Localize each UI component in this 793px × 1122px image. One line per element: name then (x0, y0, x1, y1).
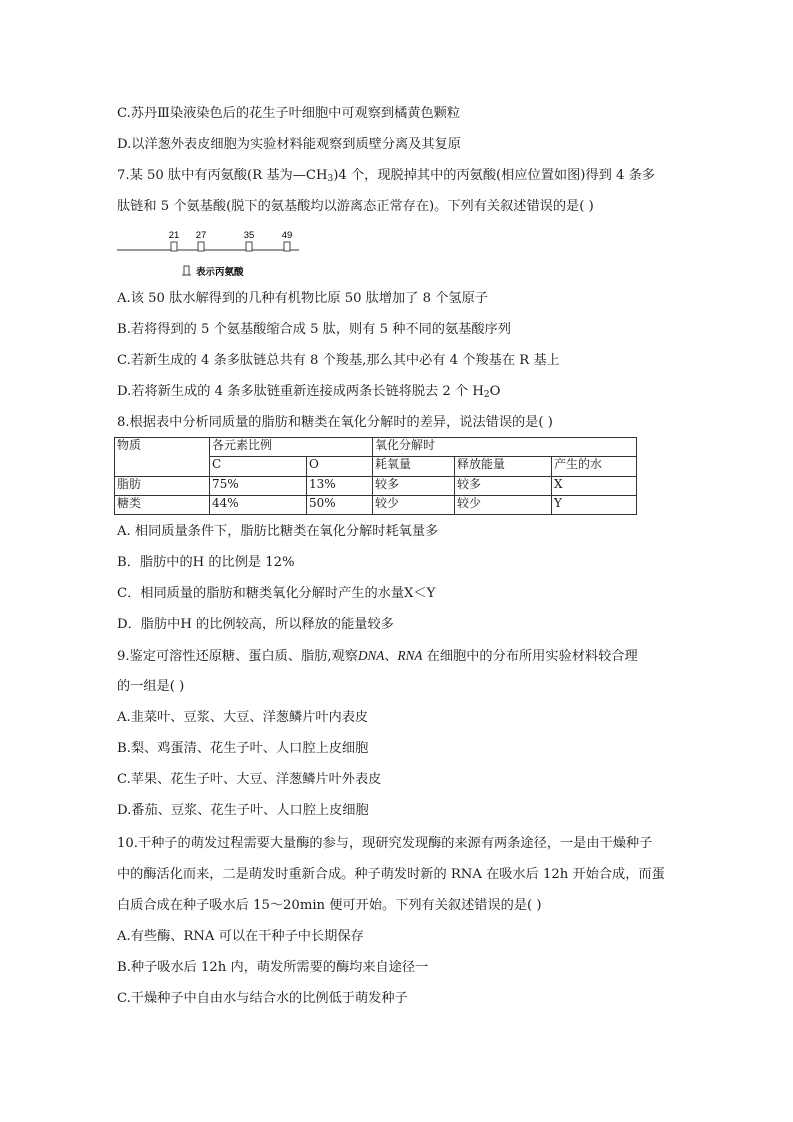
table-cell: Y (552, 495, 637, 514)
position-label: 27 (195, 230, 207, 241)
table-cell: 75% (210, 476, 307, 495)
q6-option-d: D.以洋葱外表皮细胞为实验材料能观察到质壁分离及其复原 (117, 137, 461, 152)
table-header-cell: O (307, 457, 373, 476)
q8-option-c: C．相同质量的脂肪和糖类氧化分解时产生的水量X＜Y (117, 586, 436, 601)
table-cell: X (552, 476, 637, 495)
legend-label: 表示丙氨酸 (196, 267, 244, 278)
q9-stem-line2: 的一组是( ) (117, 679, 185, 694)
q8-option-b: B．脂肪中的H 的比例是 12% (117, 555, 295, 570)
position-label: 21 (168, 230, 180, 241)
q7-option-b: B.若将得到的 5 个氨基酸缩合成 5 肽，则有 5 种不同的氨基酸序列 (117, 322, 511, 337)
table-header-cell: 氧化分解时 (373, 438, 637, 457)
comparison-table (114, 437, 637, 515)
table-cell: 较多 (455, 476, 552, 495)
q7-stem-line2: 肽链和 5 个氨基酸(脱下的氨基酸均以游离态正常存在)。下列有关叙述错误的是( ) (117, 199, 594, 214)
table-cell: 13% (307, 476, 373, 495)
q10-option-c: C.干燥种子中自由水与结合水的比例低于萌发种子 (117, 991, 408, 1006)
q10-option-a: A.有些酶、RNA 可以在干种子中长期保存 (117, 929, 364, 944)
table-cell: 44% (210, 495, 307, 514)
alanine-marker-icon (198, 242, 204, 251)
table-header-cell: 释放能量 (455, 457, 552, 476)
table-header-cell: 物质 (115, 438, 210, 477)
position-label: 49 (281, 230, 293, 241)
q10-option-b: B.种子吸水后 12h 内，萌发所需要的酶均来自途径一 (117, 960, 429, 975)
table-cell: 糖类 (115, 495, 210, 514)
peptide-diagram (117, 228, 307, 280)
table-header-cell: 产生的水 (552, 457, 637, 476)
table-header-cell: C (210, 457, 307, 476)
q8-option-a: A. 相同质量条件下，脂肪比糖类在氧化分解时耗氧量多 (117, 524, 439, 539)
table-cell: 较多 (373, 476, 455, 495)
q9-option-b: B.梨、鸡蛋清、花生子叶、人口腔上皮细胞 (117, 741, 369, 756)
table-row (115, 495, 637, 514)
table-header-cell: 各元素比例 (210, 438, 373, 457)
table-cell: 较少 (455, 495, 552, 514)
table-cell: 脂肪 (115, 476, 210, 495)
q9-option-d: D.番茄、豆浆、花生子叶、人口腔上皮细胞 (117, 803, 369, 818)
alanine-marker-icon (171, 242, 177, 251)
q6-option-c: C.苏丹Ⅲ染液染色后的花生子叶细胞中可观察到橘黄色颗粒 (117, 106, 461, 121)
q10-stem-line2: 中的酶活化而来，二是萌发时重新合成。种子萌发时新的 RNA 在吸水后 12h 开始合成，而蛋 (117, 867, 665, 882)
alanine-marker-icon (246, 242, 252, 251)
q7-option-c: C.若新生成的 4 条多肽链总共有 8 个羧基,那么其中必有 4 个羧基在 R 基上 (117, 353, 560, 368)
q7-option-d: D.若将新生成的 4 条多肽链重新连接成两条长链将脱去 2 个 $H_2O$ (117, 384, 501, 400)
q9-stem-line1: 9.鉴定可溶性还原糖、蛋白质、脂肪,观察DNA、RNA 在细胞中的分布所用实验材料较合理 (117, 648, 638, 664)
q9-option-a: A.韭菜叶、豆浆、大豆、洋葱鳞片叶内表皮 (117, 710, 369, 725)
q7-stem-line1: 7.某 50 肽中有丙氨酸(R 基为$—CH_3)4$ 个，现脱掉其中的丙氨酸(相应位置如图)得到 4 条多 (117, 168, 655, 184)
position-label: 35 (243, 230, 255, 241)
q10-stem-line1: 10.干种子的萌发过程需要大量酶的参与，现研究发现酶的来源有两条途径，一是由干燥种子 (117, 836, 653, 851)
table-header-row (115, 438, 637, 457)
table-row (115, 476, 637, 495)
table-cell: 50% (307, 495, 373, 514)
q9-option-c: C.苹果、花生子叶、大豆、洋葱鳞片叶外表皮 (117, 772, 382, 787)
alanine-marker-icon (284, 242, 290, 251)
q8-option-d: D．脂肪中H 的比例较高，所以释放的能量较多 (117, 617, 394, 632)
q10-stem-line3: 白质合成在种子吸水后 15～20min 便可开始。下列有关叙述错误的是( ) (117, 898, 542, 913)
q7-option-a: A.该 50 肽水解得到的几种有机物比原 50 肽增加了 8 个氢原子 (117, 291, 488, 306)
table-header-cell: 耗氧量 (373, 457, 455, 476)
legend-box-icon (184, 266, 189, 275)
table-cell: 较少 (373, 495, 455, 514)
q8-stem: 8.根据表中分析同质量的脂肪和糖类在氧化分解时的差异，说法错误的是( ) (117, 415, 553, 430)
